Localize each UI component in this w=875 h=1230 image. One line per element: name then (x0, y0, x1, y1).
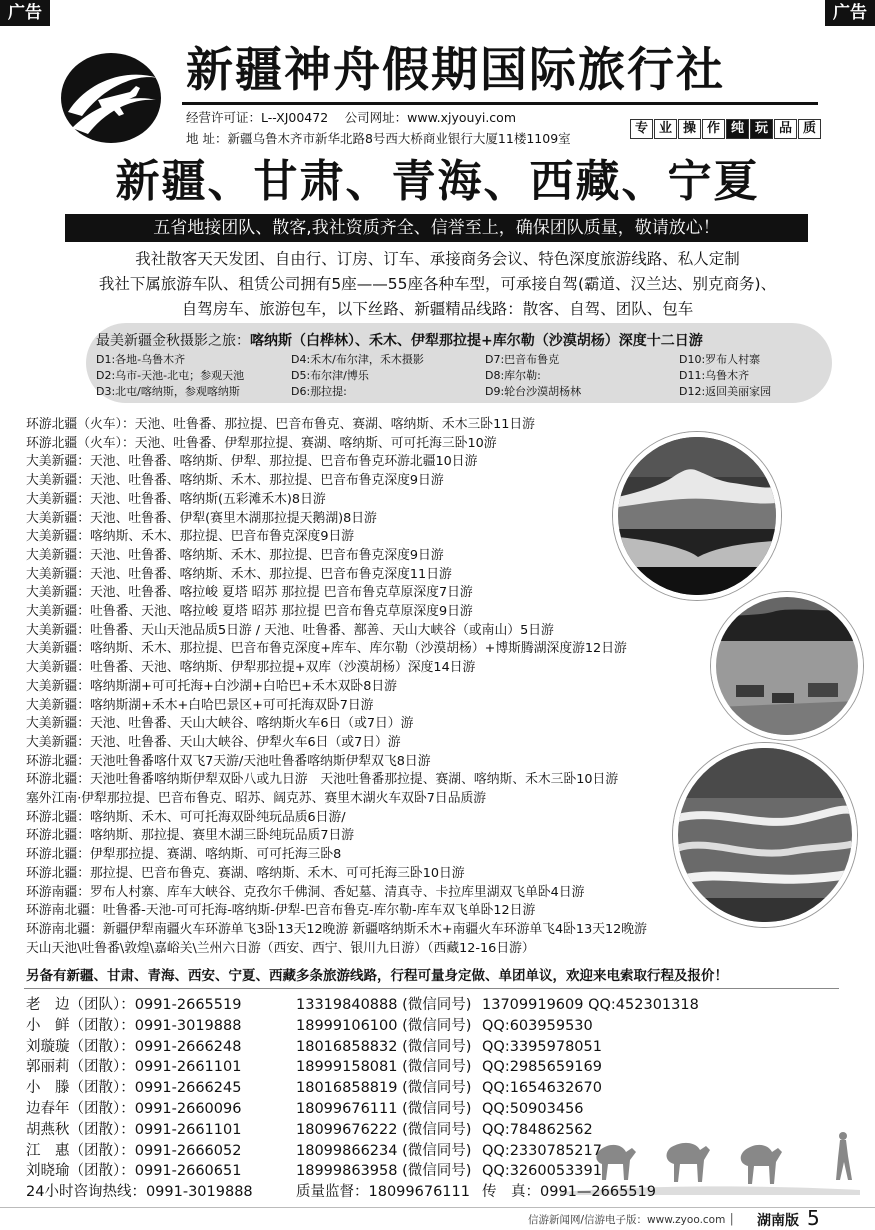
tour-day: D10:罗布人村寨 (679, 353, 761, 366)
edition-label: 湖南版 (757, 1213, 799, 1229)
route-item: 环游北疆：喀纳斯、禾木、可可托海双卧纯玩品质6日游/ (26, 809, 346, 825)
contact-row (26, 1037, 699, 1058)
contact-mobile: 18099866234 (微信同号) (296, 1142, 472, 1159)
slogan-boxes (630, 119, 821, 139)
notice-line: 另备有新疆、甘肃、青海、西安、宁夏、西藏多条旅游线路，行程可量身定做、单团单议，欢迎来电索取行程及报价！ (26, 968, 728, 984)
route-item: 大美新疆：天池、吐鲁番、天山大峡谷、喀纳斯火车6日（或7日）游 (26, 716, 414, 732)
quality-supervision: 质量监督：18099676111 (296, 1184, 470, 1201)
slogan-char: 品 (774, 119, 797, 139)
route-item: 大美新疆：天池、吐鲁番、喀纳斯(五彩滩禾木)8日游 (26, 491, 326, 507)
slogan-char: 玩 (750, 119, 773, 139)
contacts-rule (24, 988, 839, 989)
route-item: 环游北疆（火车）：天池、吐鲁番、那拉提、巴音布鲁克、赛湖、喀纳斯、禾木三卧11日游 (26, 417, 535, 432)
river-bend-photo (673, 743, 857, 927)
slogan-char: 业 (654, 119, 677, 139)
company-name: 新疆神舟假期国际旅行社 (186, 43, 725, 98)
contact-mobile: 18999863958 (微信同号) (296, 1163, 472, 1180)
route-item: 大美新疆：天池、吐鲁番、伊犁(赛里木湖那拉提天鹅湖)8日游 (26, 510, 377, 526)
contact-row (26, 1141, 699, 1162)
ad-tag-right: 广告 (825, 0, 875, 26)
route-item: 大美新疆：吐鲁番、天池、喀拉峻 夏塔 昭苏 那拉提 巴音布鲁克草原深度9日游 (26, 604, 473, 620)
contact-row (26, 1182, 699, 1203)
route-item: 环游北疆：那拉提、巴音布鲁克、赛湖、喀纳斯、禾木、可可托海三卧10日游 (26, 865, 465, 881)
route-item: 大美新疆：天池、吐鲁番、喀纳斯、伊犁、那拉提、巴音布鲁克环游北疆10日游 (26, 454, 478, 470)
contact-extra: QQ:784862562 (482, 1121, 593, 1138)
route-item: 塞外江南·伊犁那拉提、巴音布鲁克、昭苏、阔克苏、赛里木湖火车双卧7日品质游 (26, 791, 487, 807)
route-item: 大美新疆：喀纳斯湖+可可托海+白沙湖+白哈巴+禾木双卧8日游 (26, 678, 397, 694)
route-item: 大美新疆：喀纳斯湖+禾木+白哈巴景区+可可托海双卧7日游 (26, 697, 374, 713)
contact-extra: QQ:603959530 (482, 1017, 593, 1034)
page-number: 5 (807, 1206, 820, 1230)
intro-line: 自驾房车、旅游包车，以下丝路、新疆精品线路：散客、自驾、团队、包车 (181, 300, 694, 318)
intro-line: 我社下属旅游车队、租赁公司拥有5座——55座各种车型，可承接自驾(霸道、汉兰达、别克商务)、 (98, 275, 777, 293)
contact-name-phone: 小 滕（团散）：0991-2666245 (26, 1080, 242, 1097)
contact-extra: QQ:3260053391 (482, 1163, 602, 1180)
route-item: 环游北疆：喀纳斯、那拉提、赛里木湖三卧纯玩品质7日游 (26, 828, 355, 844)
contact-row (26, 1016, 699, 1037)
route-item: 大美新疆：吐鲁番、天山天池品质5日游 / 天池、吐鲁番、鄯善、天山大峡谷（或南山）5日游 (26, 622, 554, 638)
contact-row (26, 1120, 699, 1141)
tour-day: D9:轮台沙漠胡杨林 (485, 385, 582, 398)
ad-tag-left: 广告 (0, 0, 50, 26)
contact-row (26, 1078, 699, 1099)
contact-row (26, 1161, 699, 1182)
license-line: 经营许可证：L--XJ00472 公司网址：www.xjyouyi.com (186, 110, 517, 125)
tour-day: D4:禾木/布尔津，禾木摄影 (291, 353, 424, 366)
mountain-lake-photo (613, 432, 781, 600)
company-logo (58, 50, 164, 146)
meadow-village-photo (711, 592, 863, 740)
contact-name-phone: 刘晓瑜（团散）：0991-2660651 (26, 1163, 242, 1180)
header-rule (182, 102, 818, 105)
slogan-char: 作 (702, 119, 725, 139)
route-item: 大美新疆：喀纳斯、禾木、那拉提、巴音布鲁克深度+库车、库尔勒（沙漠胡杨）+博斯腾湖深度游12日游 (26, 641, 627, 657)
regions-headline: 新疆、甘肃、青海、西藏、宁夏 (115, 156, 760, 207)
contact-mobile: 18099676111 (微信同号) (296, 1100, 472, 1117)
tour-day: D2:乌市-天池-北屯；参观天池 (96, 369, 245, 382)
hotline: 24小时咨询热线：0991-3019888 (26, 1184, 253, 1201)
tour-day: D6:那拉提: (291, 385, 347, 398)
route-item: 大美新疆：天池、吐鲁番、喀纳斯、禾木、那拉提、巴音布鲁克深度9日游 (26, 473, 444, 489)
slogan-char: 质 (798, 119, 821, 139)
contact-extra: QQ:50903456 (482, 1100, 584, 1117)
route-item: 大美新疆：天池、吐鲁番、天山大峡谷、伊犁火车6日（或7日）游 (26, 734, 401, 750)
tour-day: D3:北屯/喀纳斯，参观喀纳斯 (96, 385, 240, 398)
contact-mobile: 18999106100 (微信同号) (296, 1017, 472, 1034)
tour-day: D11:乌鲁木齐 (679, 369, 750, 382)
fax: 传 真：0991—2665519 (482, 1184, 656, 1201)
contact-name-phone: 老 边（团队）：0991-2665519 (26, 997, 242, 1013)
route-item: 环游北疆：天池吐鲁番喀纳斯伊犁双卧八或九日游 天池吐鲁番那拉提、赛湖、喀纳斯、禾木三卧10日游 (26, 772, 619, 788)
address-line: 地 址：新疆乌鲁木齐市新华北路8号西大桥商业银行大厦11楼1109室 (186, 131, 571, 146)
contact-row (26, 995, 699, 1016)
contact-name-phone: 刘璇璇（团散）：0991-2666248 (26, 1038, 242, 1055)
contact-row (26, 1099, 699, 1120)
intro-line: 我社散客天天发团、自由行、订房、订车、承接商务会议、特色深度旅游线路、私人定制 (135, 250, 740, 268)
contact-extra: QQ:1654632670 (482, 1080, 602, 1097)
featured-tour-highlight: 喀纳斯（白桦林）、禾木、伊犁那拉提+库尔勒（沙漠胡杨）深度十二日游 (250, 333, 703, 349)
route-item: 环游南北疆：吐鲁番-天池-可可托海-喀纳斯-伊犁-巴音布鲁克-库尔勒-库车双飞单卧12日游 (26, 903, 536, 919)
contact-mobile: 18016858832 (微信同号) (296, 1038, 472, 1055)
slogan-char: 纯 (726, 119, 749, 139)
tour-day: D7:巴音布鲁克 (485, 353, 560, 366)
route-item: 大美新疆：喀纳斯、禾木、那拉提、巴音布鲁克深度9日游 (26, 529, 355, 545)
slogan-char: 专 (630, 119, 653, 139)
route-item: 环游南疆：罗布人村寨、库车大峡谷、克孜尔千佛洞、香妃墓、清真寺、卡拉库里湖双飞单卧4日游 (26, 884, 585, 900)
contact-name-phone: 郭丽莉（团散）：0991-2661101 (26, 1059, 242, 1076)
route-item: 大美新疆：天池、吐鲁番、喀纳斯、禾木、那拉提、巴音布鲁克深度9日游 (26, 547, 444, 563)
contact-mobile: 18016858819 (微信同号) (296, 1080, 472, 1097)
contact-extra: QQ:2985659169 (482, 1059, 602, 1076)
route-item: 大美新疆：吐鲁番、天池、喀纳斯、伊犁那拉提+双库（沙漠胡杨）深度14日游 (26, 660, 476, 676)
contact-name-phone: 边春年（团散）：0991-2660096 (26, 1100, 242, 1117)
contact-list (26, 995, 699, 1203)
contact-extra: QQ:2330785217 (482, 1142, 602, 1159)
route-item: 环游北疆：天池吐鲁番喀什双飞7天游/天池吐鲁番喀纳斯伊犁双飞8日游 (26, 753, 431, 769)
contact-extra: QQ:3395978051 (482, 1038, 602, 1055)
route-item: 环游北疆（火车）：天池、吐鲁番、伊犁那拉提、赛湖、喀纳斯、可可托海三卧10游 (26, 435, 497, 451)
guarantee-bar: 五省地接团队、散客,我社资质齐全、信誉至上，确保团队质量，敬请放心！ (65, 214, 808, 242)
tour-day: D1:各地-乌鲁木齐 (96, 353, 186, 366)
featured-tour-prefix: 最美新疆金秋摄影之旅： (96, 333, 250, 349)
route-item: 环游南北疆：新疆伊犁南疆火车环游单飞3卧13天12晚游 新疆喀纳斯禾木+南疆火车环游单飞4卧13天12晚游 (26, 921, 647, 937)
route-item: 环游北疆：伊犁那拉提、赛湖、喀纳斯、可可托海三卧8 (26, 847, 342, 863)
contact-mobile: 18099676222 (微信同号) (296, 1121, 472, 1138)
tour-day: D8:库尔勒: (485, 369, 541, 382)
route-item: 大美新疆：天池、吐鲁番、喀拉峻 夏塔 昭苏 那拉提 巴音布鲁克草原深度7日游 (26, 585, 473, 601)
contact-extra: 13709919609 QQ:452301318 (482, 997, 699, 1013)
contact-row (26, 1057, 699, 1078)
contact-mobile: 18999158081 (微信同号) (296, 1059, 472, 1076)
featured-tour-title (96, 330, 703, 350)
contact-mobile: 13319840888 (微信同号) (296, 997, 472, 1013)
contact-name-phone: 胡燕秋（团散）：0991-2661101 (26, 1121, 242, 1138)
contact-name-phone: 江 惠（团散）：0991-2666052 (26, 1142, 242, 1159)
route-item: 大美新疆：天池、吐鲁番、喀纳斯、禾木、那拉提、巴音布鲁克深度11日游 (26, 566, 452, 582)
tour-day: D12:返回美丽家园 (679, 385, 772, 398)
route-list (26, 416, 647, 958)
footer-site: 信游新闻网/信游电子版：www.zyoo.com │ (528, 1214, 735, 1226)
footer-rule (0, 1207, 875, 1208)
contact-name-phone: 小 鲜（团散）：0991-3019888 (26, 1017, 242, 1034)
slogan-char: 操 (678, 119, 701, 139)
tour-day: D5:布尔津/博乐 (291, 369, 369, 382)
route-item: 天山天池\吐鲁番\敦煌\嘉峪关\兰州六日游（西安、西宁、银川九日游）（西藏12-16日游） (26, 940, 535, 956)
